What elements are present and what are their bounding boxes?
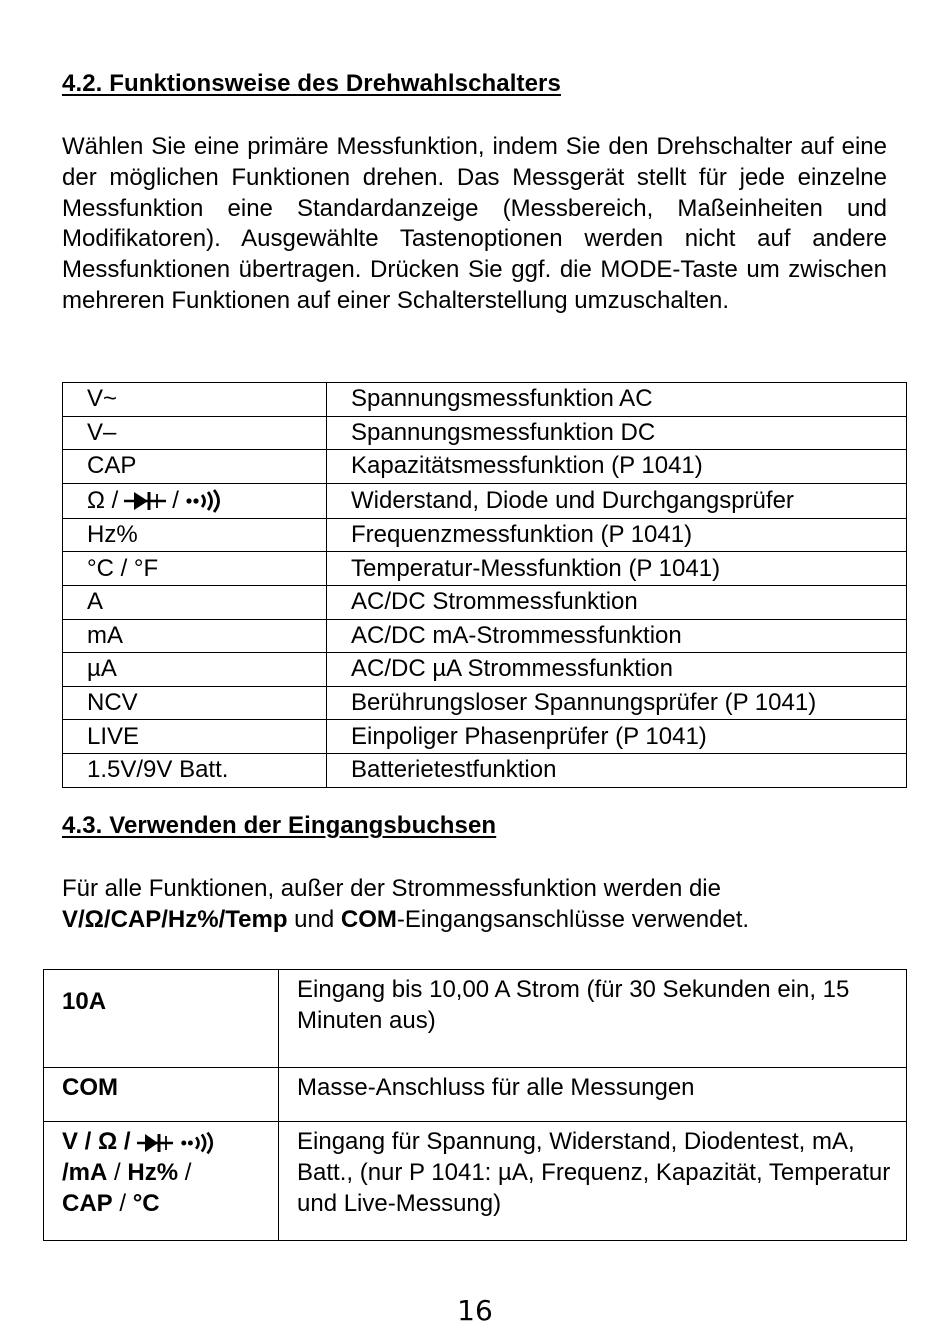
- function-setting: LIVE: [63, 720, 327, 754]
- table-row: [63, 619, 907, 653]
- table-row: [44, 970, 907, 1068]
- function-description: Berührungsloser Spannungsprüfer (P 1041): [327, 686, 907, 720]
- paragraph-text: -Eingangsanschlüsse verwendet.: [396, 905, 750, 933]
- function-description: Widerstand, Diode und Durchgangsprüfer: [327, 483, 907, 518]
- table-row: [63, 450, 907, 484]
- terminal-line: °C: [132, 1190, 160, 1217]
- function-setting: mA: [63, 619, 327, 653]
- table-row: [63, 483, 907, 518]
- terminal-label: COM: [340, 905, 397, 933]
- terminal-name: 10A: [44, 970, 279, 1068]
- terminal-description: Eingang bis 10,00 A Strom (für 30 Sekunden ein, 15 Minuten aus): [279, 970, 907, 1068]
- table-row: [63, 518, 907, 552]
- function-description: Kapazitätsmessfunktion (P 1041): [327, 450, 907, 484]
- terminal-name-multi: [44, 1122, 279, 1241]
- table-row: [44, 1068, 907, 1122]
- function-description: Temperatur-Messfunktion (P 1041): [327, 552, 907, 586]
- continuity-icon: [180, 1131, 216, 1155]
- table-row: [63, 552, 907, 586]
- function-description: AC/DC mA-Strommessfunktion: [327, 619, 907, 653]
- separator: /: [178, 1159, 192, 1186]
- terminal-label: V/Ω/CAP/Hz%/Temp: [62, 905, 288, 933]
- terminal-line: CAP: [62, 1190, 113, 1217]
- continuity-icon: [185, 489, 223, 513]
- paragraph-text: und: [287, 905, 341, 933]
- function-setting: NCV: [63, 686, 327, 720]
- function-setting: V~: [63, 383, 327, 417]
- table-row: [63, 416, 907, 450]
- separator: /: [112, 1190, 133, 1217]
- terminal-description: Eingang für Spannung, Widerstand, Diodentest, mA, Batt., (nur P 1041: µA, Frequenz, Kapazität, Temperatur und Live-Messung): [279, 1122, 907, 1241]
- function-setting: 1.5V/9V Batt.: [63, 753, 327, 787]
- section-4-3-paragraph: [62, 874, 887, 936]
- function-setting-symbols: [63, 483, 327, 518]
- function-setting: A: [63, 585, 327, 619]
- function-description: AC/DC Strommessfunktion: [327, 585, 907, 619]
- function-table: [62, 382, 907, 788]
- function-setting: Hz%: [63, 518, 327, 552]
- terminal-description: Masse-Anschluss für alle Messungen: [279, 1068, 907, 1122]
- function-description: Batterietestfunktion: [327, 753, 907, 787]
- terminal-line: V / Ω /: [62, 1128, 131, 1155]
- function-setting: µA: [63, 653, 327, 687]
- terminal-line: Hz%: [127, 1159, 179, 1186]
- table-row: [44, 1122, 907, 1241]
- function-setting: °C / °F: [63, 552, 327, 586]
- table-row: [63, 653, 907, 687]
- function-setting: V–: [63, 416, 327, 450]
- function-setting: Ω /: [87, 487, 119, 515]
- section-heading-4-3: 4.3. Verwenden der Eingangsbuchsen: [62, 812, 497, 839]
- table-row: [63, 686, 907, 720]
- table-row: [63, 720, 907, 754]
- paragraph-text: Für alle Funktionen, außer der Strommessfunktion werden die: [62, 875, 721, 902]
- separator: /: [107, 1159, 128, 1186]
- function-description: Einpoliger Phasenprüfer (P 1041): [327, 720, 907, 754]
- page-number: 16: [457, 1294, 493, 1327]
- table-row: [63, 753, 907, 787]
- function-description: Frequenzmessfunktion (P 1041): [327, 518, 907, 552]
- function-setting: CAP: [63, 450, 327, 484]
- function-description: Spannungsmessfunktion AC: [327, 383, 907, 417]
- terminal-name: COM: [44, 1068, 279, 1122]
- section-heading-4-2: 4.2. Funktionsweise des Drehwahlschalters: [62, 70, 561, 97]
- terminal-line: /mA: [62, 1159, 108, 1186]
- input-jacks-table: [43, 969, 907, 1241]
- separator: /: [172, 487, 179, 515]
- section-4-2-paragraph: Wählen Sie eine primäre Messfunktion, indem Sie den Drehschalter auf eine der möglichen Funktionen drehen. Das Messgerät stellt für jede einzelne Messfunktion eine Standardanzeige (Messbereich, Maßeinheiten und Modifikatoren). Ausgewählte Tastenoptionen werden nicht auf andere Messfunktionen übertragen. Drücken Sie ggf. die MODE-Taste um zwischen mehreren Funktionen auf einer Schalterstellung umzuschalten.: [62, 133, 887, 314]
- function-description: AC/DC µA Strommessfunktion: [327, 653, 907, 687]
- table-row: [63, 585, 907, 619]
- table-row: [63, 383, 907, 417]
- diode-icon: [124, 490, 166, 512]
- diode-icon: [137, 1132, 173, 1154]
- function-description: Spannungsmessfunktion DC: [327, 416, 907, 450]
